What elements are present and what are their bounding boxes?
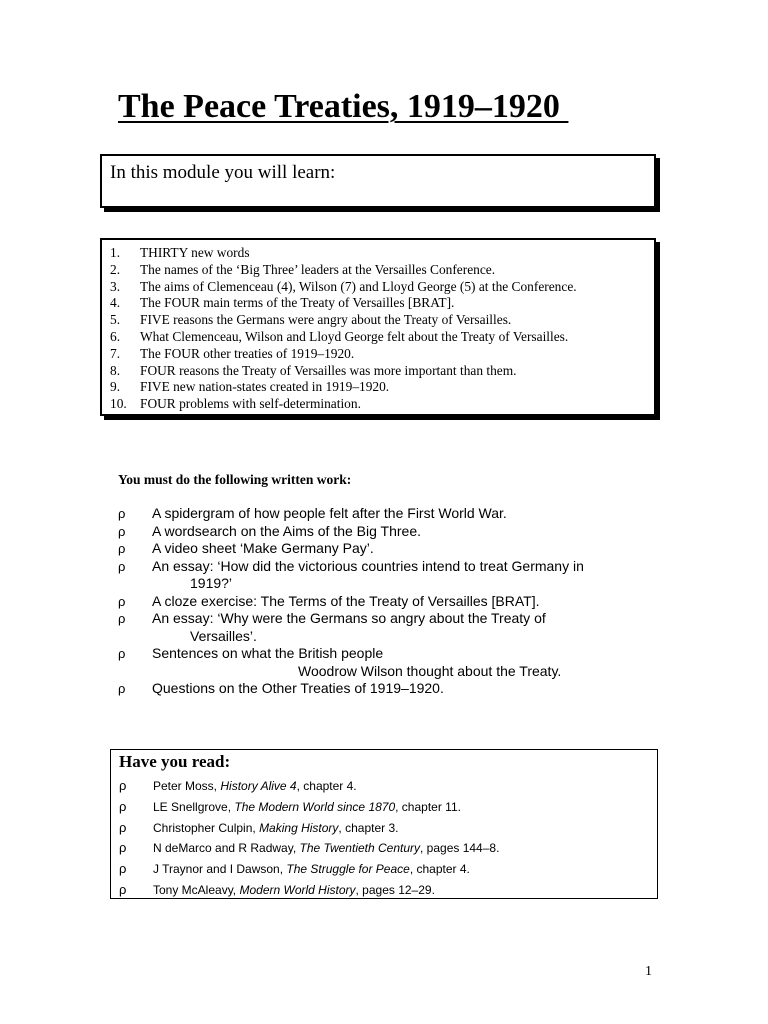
item-number: 8. (110, 362, 121, 378)
bullet-icon: ρ (118, 523, 126, 539)
list-item (110, 396, 654, 413)
learning-objectives-box (100, 238, 656, 416)
item-text: The FOUR other treaties of 1919–1920. (140, 345, 355, 361)
list-item (119, 880, 499, 901)
item-text: What Clemenceau, Wilson and Lloyd George felt about the Treaty of Versailles. (140, 328, 569, 344)
list-item (110, 245, 654, 262)
learning-objectives-list (102, 240, 654, 413)
item-text: FIVE new nation-states created in 1919–1920. (140, 379, 390, 395)
author: Christopher Culpin, (153, 820, 260, 835)
list-item (110, 363, 654, 380)
learn-heading-box (100, 154, 656, 208)
written-work-heading: You must do the following written work: (118, 472, 352, 487)
bullet-icon: ρ (118, 558, 126, 574)
item-text: THIRTY new words (140, 245, 250, 260)
bullet-icon: ρ (118, 541, 126, 556)
list-item (110, 379, 654, 396)
author: LE Snellgrove, (153, 799, 235, 814)
reference-detail: , pages 144–8. (420, 841, 500, 856)
author: J Traynor and I Dawson, (153, 862, 287, 877)
bullet-icon: ρ (118, 611, 126, 626)
reference-detail: , chapter 3. (338, 820, 399, 835)
list-item (118, 593, 584, 611)
list-item (110, 346, 654, 363)
list-item (110, 279, 654, 296)
item-text-continued: Versailles’. (190, 627, 257, 644)
list-item (118, 505, 584, 523)
bullet-icon: ρ (119, 798, 127, 814)
reading-list (119, 776, 499, 901)
list-item (119, 838, 499, 859)
bullet-icon: ρ (118, 681, 126, 696)
book-title: The Twentieth Century (299, 841, 421, 856)
item-text: FOUR reasons the Treaty of Versailles was more important than them. (140, 362, 517, 378)
bullet-icon: ρ (119, 881, 127, 897)
item-number: 5. (110, 312, 121, 328)
item-text: FOUR problems with self-determination. (140, 396, 361, 412)
item-text-continued: Woodrow Wilson thought about the Treaty. (298, 662, 562, 679)
reading-heading: Have you read: (119, 752, 231, 771)
bullet-icon: ρ (118, 646, 126, 661)
bullet-icon: ρ (119, 778, 127, 793)
item-text: An essay: ‘How did the victorious countries intend to treat Germany in (152, 557, 584, 574)
reference-detail: , chapter 11. (395, 799, 461, 814)
book-title: Modern World History (239, 882, 356, 897)
list-item (119, 859, 499, 880)
list-item (110, 312, 654, 329)
item-number: 1. (110, 245, 121, 260)
item-number: 9. (110, 379, 121, 395)
book-title: Making History (259, 820, 339, 835)
item-text: A video sheet ‘Make Germany Pay’. (152, 540, 374, 556)
list-item (118, 680, 584, 698)
page-title: The Peace Treaties, 1919–1920 (118, 88, 569, 125)
item-number: 6. (110, 328, 121, 344)
item-text: A wordsearch on the Aims of the Big Three. (152, 522, 422, 539)
reference-detail: , chapter 4. (409, 862, 470, 877)
item-text: The names of the ‘Big Three’ leaders at the Versailles Conference. (140, 261, 496, 277)
item-number: 7. (110, 345, 121, 361)
list-item (119, 818, 499, 839)
item-text: An essay: ‘Why were the Germans so angry about the Treaty of (152, 610, 546, 626)
list-item (118, 610, 584, 645)
book-title: The Struggle for Peace (286, 862, 410, 877)
item-number: 10. (110, 396, 127, 412)
list-item (118, 523, 584, 541)
item-text-continued: 1919?’ (190, 575, 233, 591)
item-text: A cloze exercise: The Terms of the Treaty of Versailles [BRAT]. (152, 592, 540, 609)
list-item (118, 558, 584, 593)
item-number: 4. (110, 295, 121, 311)
item-text: The FOUR main terms of the Treaty of Versailles [BRAT]. (140, 295, 455, 311)
item-text: A spidergram of how people felt after the First World War. (152, 505, 507, 521)
reference-detail: , chapter 4. (296, 779, 357, 793)
reading-list-box (110, 749, 658, 899)
bullet-icon: ρ (119, 819, 127, 835)
author: N deMarco and R Radway, (153, 841, 300, 856)
list-item (118, 540, 584, 558)
item-text: The aims of Clemenceau (4), Wilson (7) and Lloyd George (5) at the Conference. (140, 278, 577, 294)
book-title: The Modern World since 1870 (234, 799, 396, 814)
page-number: 1 (645, 964, 652, 979)
list-item (118, 645, 584, 680)
bullet-icon: ρ (118, 593, 126, 609)
divider (102, 207, 654, 208)
bullet-icon: ρ (118, 506, 126, 521)
item-text: FIVE reasons the Germans were angry about the Treaty of Versailles. (140, 312, 512, 328)
reference-detail: , pages 12–29. (355, 882, 435, 897)
book-title: History Alive 4 (220, 779, 297, 793)
author: Tony McAleavy, (153, 882, 240, 897)
list-item (119, 797, 499, 818)
list-item (110, 262, 654, 279)
item-number: 2. (110, 261, 121, 277)
written-work-list (118, 505, 584, 698)
list-item (110, 329, 654, 346)
item-number: 3. (110, 278, 121, 294)
learn-heading: In this module you will learn: (110, 162, 336, 183)
author: Peter Moss, (153, 779, 221, 793)
bullet-icon: ρ (119, 861, 127, 877)
list-item (110, 295, 654, 312)
bullet-icon: ρ (119, 840, 127, 856)
list-item (119, 776, 499, 797)
item-text: Questions on the Other Treaties of 1919–1920. (152, 680, 444, 696)
item-text: Sentences on what the British people (152, 645, 384, 661)
